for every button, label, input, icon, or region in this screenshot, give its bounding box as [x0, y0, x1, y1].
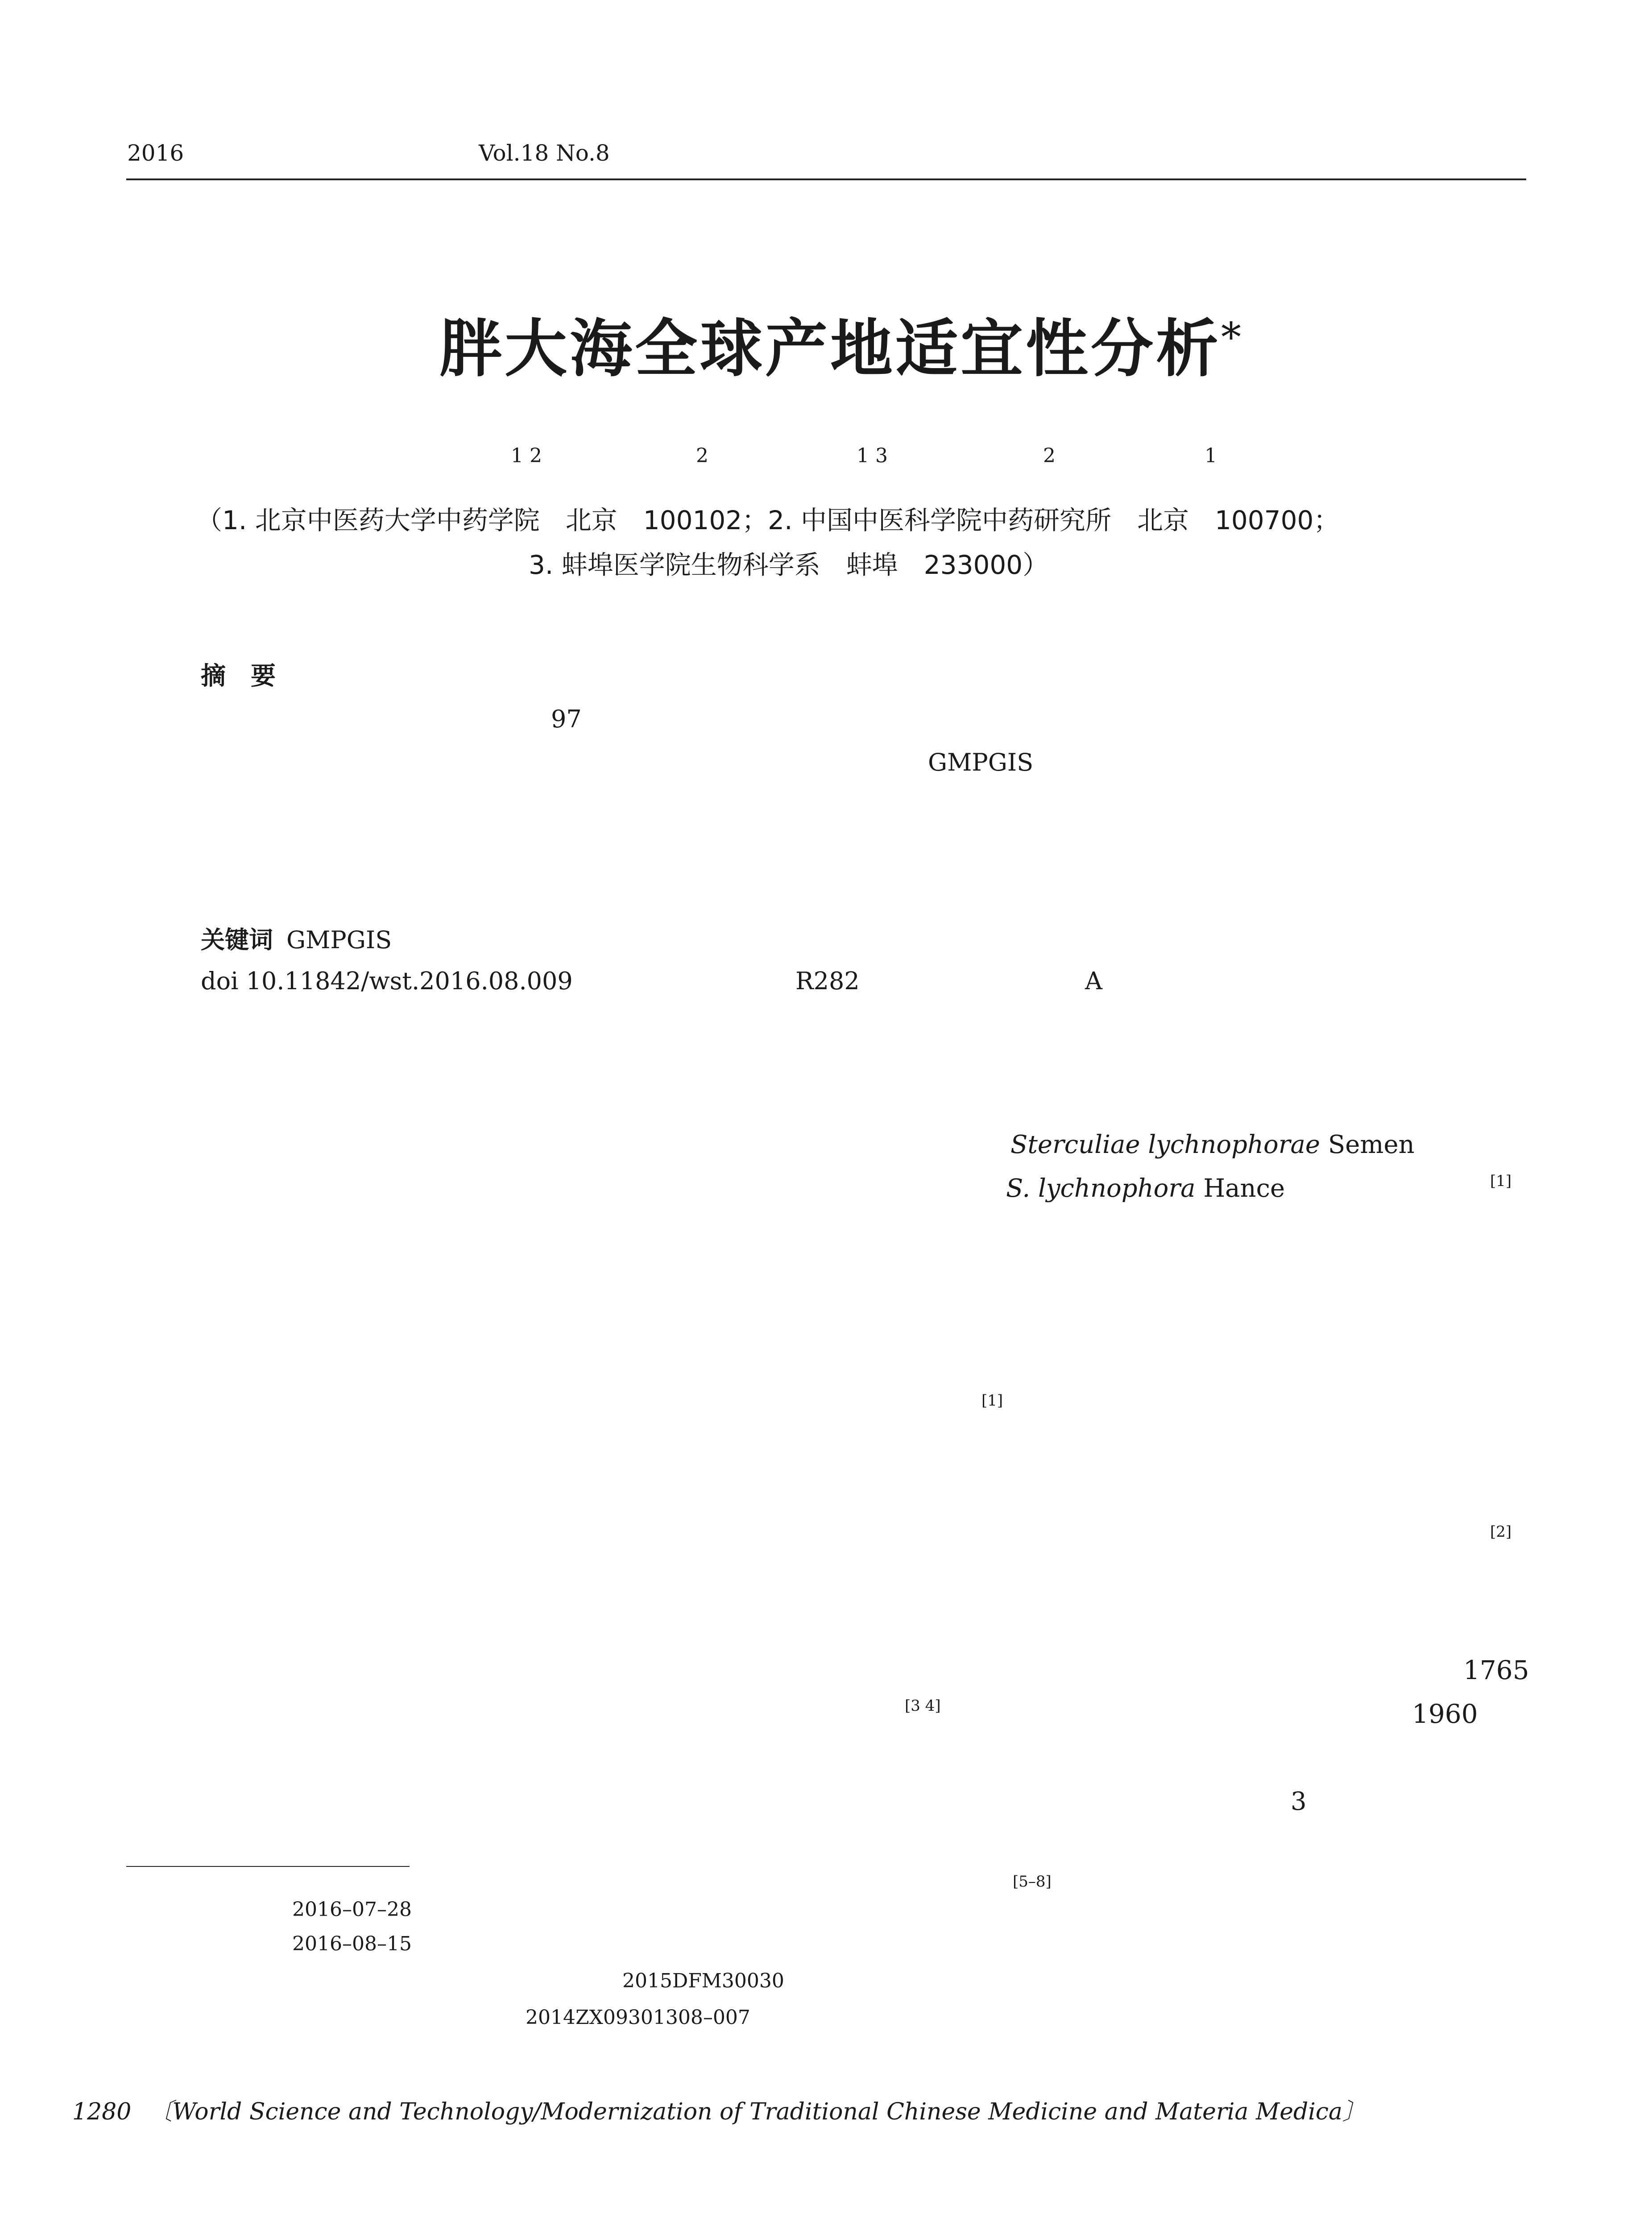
grant-number-2: 2014ZX09301308–007: [526, 2006, 750, 2029]
latin-name-2: S. lychnophora: [1006, 1174, 1196, 1203]
author-mark-1: 1 2: [511, 444, 542, 467]
footnote-rule: [126, 1866, 410, 1867]
author-mark-5: 1: [1205, 444, 1217, 467]
reference-1b: [1]: [981, 1392, 1003, 1410]
document-code: A: [1085, 967, 1102, 995]
revised-date: 2016–08–15: [292, 1932, 412, 1955]
title-text: 胖大海全球产地适宜性分析: [439, 312, 1221, 386]
keywords-value: GMPGIS: [286, 926, 392, 954]
author-mark-2: 2: [696, 444, 708, 467]
journal-name: 〔World Science and Technology/Modernization of Traditional Chinese Medicine and Materia Medica〕: [149, 2098, 1366, 2125]
header-year: 2016: [127, 140, 184, 166]
latin-suffix-2: Hance: [1203, 1174, 1285, 1203]
abstract-label: 摘 要: [201, 662, 276, 691]
affiliation-line-2: 3. 蚌埠医学院生物科学系 蚌埠 233000）: [529, 550, 1049, 580]
latin-name-1: Sterculiae lychnophorae: [1010, 1130, 1321, 1159]
page-number: 1280: [72, 2098, 132, 2125]
article-title: [439, 312, 1244, 386]
reference-2: [2]: [1490, 1523, 1512, 1541]
year-1765: 1765: [1463, 1655, 1529, 1685]
latin-name-line-1: [1010, 1132, 1415, 1157]
abstract-gmpgis: GMPGIS: [928, 748, 1034, 776]
number-3: 3: [1291, 1787, 1307, 1816]
grant-number-1: 2015DFM30030: [622, 1970, 784, 1992]
keywords-label: 关键词: [201, 926, 273, 954]
clc-number: R282: [795, 967, 860, 995]
author-mark-4: 2: [1043, 444, 1056, 467]
reference-1a: [1]: [1490, 1172, 1512, 1190]
received-date: 2016–07–28: [292, 1898, 412, 1921]
header-volume: Vol.18 No.8: [479, 140, 610, 166]
doi-text: doi 10.11842/wst.2016.08.009: [201, 967, 573, 995]
latin-suffix-1: Semen: [1328, 1130, 1415, 1159]
abstract-value-97: 97: [551, 705, 582, 733]
header-rule: [126, 178, 1526, 180]
year-1960: 1960: [1412, 1699, 1478, 1729]
keywords-line: [201, 928, 392, 952]
reference-3-4: [3 4]: [905, 1697, 941, 1715]
reference-5-8: [5–8]: [1013, 1873, 1052, 1891]
affiliation-line-1: （1. 北京中医药大学中药学院 北京 100102；2. 中国中医科学院中药研究所 北京 100700；: [196, 505, 1340, 535]
latin-name-line-2: [1006, 1176, 1285, 1201]
footer-line: [72, 2100, 1366, 2123]
title-fund-mark: *: [1221, 314, 1244, 361]
author-mark-3: 1 3: [857, 444, 888, 467]
